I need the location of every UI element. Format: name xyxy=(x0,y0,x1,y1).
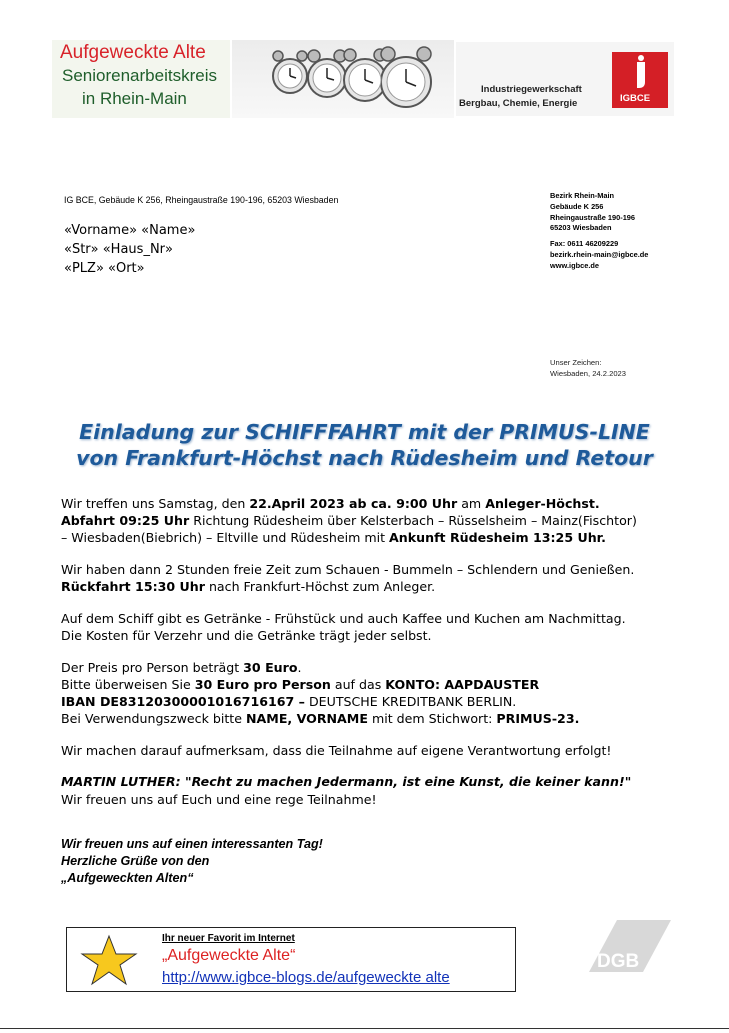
dgb-logo-icon xyxy=(585,918,675,974)
paragraph-meeting: Wir treffen uns Samstag, den 22.April 2023 ab ca. 9:00 Uhr am Anleger-Höchst. Abfahrt 09:25 Uhr Richtung Rüdesheim über Kelsterbach – Rüsselsheim – Mainz(Fischtor) – Wiesbaden(Biebrich) – Eltville und Rüdesheim mit Ankunft Rüdesheim 13:25 Uhr. xyxy=(61,496,637,546)
logo-title: Aufgeweckte Alte xyxy=(60,42,206,63)
logo-union-sectors: Bergbau, Chemie, Energie xyxy=(459,98,578,109)
paragraph-liability: Wir machen darauf aufmerksam, dass die Teilnahme auf eigene Verantwortung erfolgt! xyxy=(61,742,612,758)
blog-link[interactable]: http://www.igbce-blogs.de/aufgeweckte alte xyxy=(162,969,450,986)
recipient-address xyxy=(64,221,195,278)
logo-union-name: Industriegewerkschaft xyxy=(481,84,582,95)
office-building: Gebäude K 256 xyxy=(550,201,604,211)
alarm-clocks-image xyxy=(232,40,454,118)
logo-subtitle: Seniorenarbeitskreis xyxy=(62,66,217,85)
office-city: 65203 Wiesbaden xyxy=(550,223,612,233)
recipient-name: «Vorname» «Name» xyxy=(64,223,196,238)
recipient-city: «PLZ» «Ort» xyxy=(64,261,145,276)
reference-label: Unser Zeichen: xyxy=(550,358,602,367)
paragraph-free-time: Wir haben dann 2 Stunden freie Zeit zum Schauen - Bummeln – Schlendern und Genießen. Rückfahrt 15:30 Uhr nach Frankfurt-Höchst zum Anleger. xyxy=(61,562,635,595)
logo-region: in Rhein-Main xyxy=(82,89,187,108)
closing-line3: „Aufgeweckten Alten“ xyxy=(61,871,194,886)
closing-greeting xyxy=(61,836,323,888)
svg-text:DGB: DGB xyxy=(597,951,640,972)
office-info xyxy=(550,191,648,272)
bottom-rule xyxy=(0,1028,729,1029)
paragraph-catering: Auf dem Schiff gibt es Getränke - Frühstück und auch Kaffee und Kuchen am Nachmittag. Die Kosten für Verzehr und die Getränke trägt jeder selbst. xyxy=(61,610,626,643)
office-web: www.igbce.de xyxy=(550,260,600,270)
office-district: Bezirk Rhein-Main xyxy=(550,191,615,200)
igbce-logo xyxy=(456,42,674,116)
recipient-street: «Str» «Haus_Nr» xyxy=(64,242,173,257)
office-email: bezirk.rhein-main@igbce.de xyxy=(550,249,649,259)
dgb-logo xyxy=(585,918,675,974)
sender-line: IG BCE, Gebäude K 256, Rheingaustraße 190-196, 65203 Wiesbaden xyxy=(64,195,339,205)
igbce-badge xyxy=(612,52,668,108)
promo-label: Ihr neuer Favorit im Internet xyxy=(162,933,295,944)
paragraph-payment: Der Preis pro Person beträgt 30 Euro. Bitte überweisen Sie 30 Euro pro Person auf das KONTO: AAPDAUSTER IBAN DE83120300001016716167 – DEUTSCHE KREDITBANK BERLIN. Bei Verwendungszweck bitte NAME, VORNAME mit dem Stichwort: PRIMUS-23. xyxy=(61,659,580,727)
luther-quote: MARTIN LUTHER: "Recht zu machen Jedermann, ist eine Kunst, die keiner kann!" xyxy=(61,774,632,790)
office-fax: Fax: 0611 46209229 xyxy=(550,239,619,249)
letter-body xyxy=(61,495,681,822)
promo-blog-name: „Aufgeweckte Alte“ xyxy=(162,947,296,964)
closing-line2: Herzliche Grüße von den xyxy=(61,854,210,869)
closing-line1: Wir freuen uns auf einen interessanten Tag! xyxy=(61,837,323,851)
clocks-icon xyxy=(232,40,454,118)
paragraph-quote: MARTIN LUTHER: "Recht zu machen Jedermann, ist eine Kunst, die keiner kann!" Wir freuen uns auf Euch und eine rege Teilnahme! xyxy=(61,774,632,807)
reference-date: Wiesbaden, 24.2.2023 xyxy=(550,368,626,378)
invitation-title-line2: von Frankfurt-Höchst nach Rüdesheim und Retour xyxy=(76,446,653,470)
blog-promo-box xyxy=(66,927,516,992)
star-icon xyxy=(79,934,139,986)
aufgeweckte-alte-logo xyxy=(52,40,230,118)
reference-block xyxy=(550,358,626,379)
invitation-title-line1: Einladung zur SCHIFFFAHRT mit der PRIMUS-LINE xyxy=(79,420,650,444)
office-street: Rheingaustraße 190-196 xyxy=(550,212,636,222)
igbce-badge-label: IGBCE xyxy=(620,93,651,104)
